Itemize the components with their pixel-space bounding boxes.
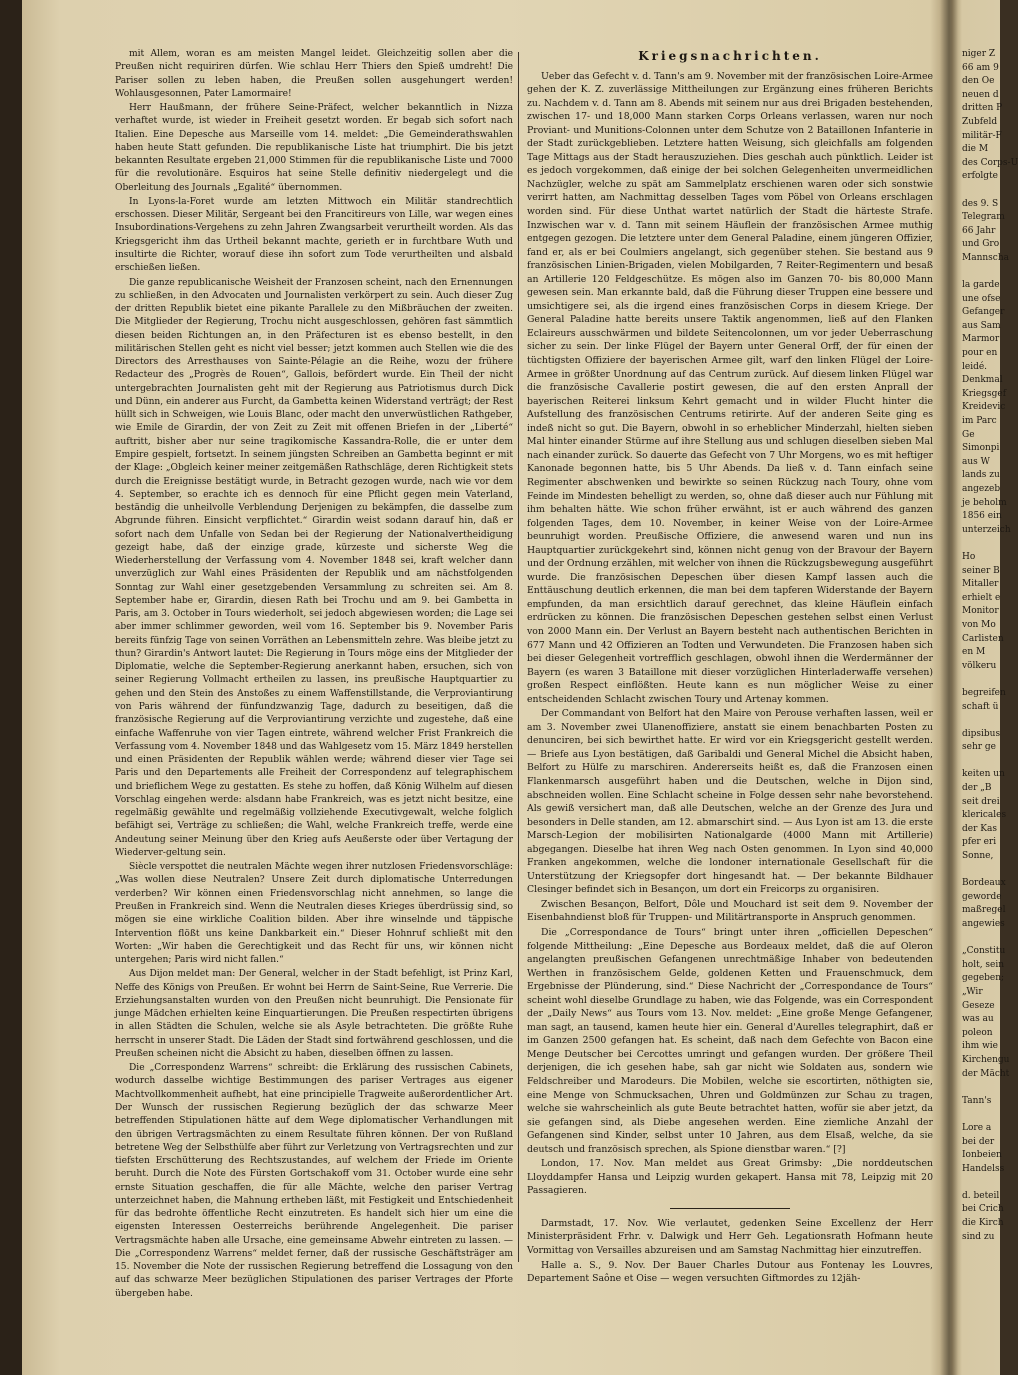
edge-fragment [962,864,1000,878]
edge-fragment: „Constitu [962,946,1006,957]
edge-fragment: Mannscha [962,252,1009,263]
article-paragraph: In Lyons-la-Foret wurde am letzten Mittwoch ein Militär standrechtlich erschossen. Dieser Militär, Sergeant bei den Francitireurs von Lille, war wegen eines Insubordinations-Vergehens zu zehn Jahren Zwangsarbeit verurtheilt worden. Als das Kriegsgericht ihm das Urtheil bekannt machte, gerieth er in furchtbare Wuth und insultirte die Richter, worauf diese ihn sofort zum Tode verurtheilten und alsbald erschießen ließen. [115,196,513,274]
page-gutter [940,0,958,1375]
edge-fragment: Lore a [962,1122,992,1133]
column-divider [518,52,519,1262]
edge-fragment: sind zu [962,1231,995,1242]
article-paragraph: Zwischen Besançon, Belfort, Dôle und Mouchard ist seit dem 9. November der Eisenbahndienst bloß für Truppen- und Militärtransporte in Anspruch genommen. [527,898,933,924]
article-paragraph: mit Allem, woran es am meisten Mangel leidet. Gleichzeitig sollen aber die Preußen nicht requiriren dürfen. Wie schlau Herr Thiers den Spieß umdreht! Die Pariser sollen zu leben haben, die Preußen sollen ausgehungert werden! Wohlausgesonnen, Pater Lamormaire! [115,49,513,99]
article-paragraph: Die „Correspondance de Tours“ bringt unter ihren „officiellen Depeschen“ folgende Mittheilung: „Eine Depesche aus Bordeaux meldet, daß die auf Oleron angelangten preußischen Gefangenen unrechtmäßige Inhaber von bedeutenden Werthen in französischem Gelde, goldenen Ketten und Frauenschmuck, dem Ergebnisse der Plünderung, sind.“ Diese Nachricht der „Correspondance de Tours“ scheint wohl dieselbe Grundlage zu haben, wie das Folgende, was ein Correspondent der „Daily News“ aus Tours vom 13. Nov. meldet: „Eine große Menge Gefangener, man sagt, an tausend, kamen heute hier ein. General d'Aurelles telegraphirt, daß er im Ganzen 2500 gefangen hat. Es scheint, daß nach dem Gefechte von Bacon eine Menge Deutscher bei Cercottes umringt und gefangen wurden. Der größere Theil derjenigen, die ich gesehen habe, sah gar nicht wie Soldaten aus, sondern wie Feldschreiber und Marodeurs. Die Mobilen, welche sie escortirten, nöthigten sie, eine Menge von Schmucksachen, Uhren und Goldmünzen zur Schau zu tragen, welche sie wahrscheinlich als gute Beute betrachtet hatten, wofür sie aber jetzt, da sie gefangen sind, als Diebe angesehen werden. Eine ziemliche Anzahl der Gefangenen sind Kinder, selbst unter 10 Jahren, aus dem Elsaß, welche, da sie deutsch und französisch sprechen, als Spione dienstbar waren.“ [?] [527,927,933,1155]
edge-fragment: en M [962,647,986,658]
edge-fragment: bei Crich [962,1204,1004,1215]
edge-fragment: schaft ü [962,701,999,712]
edge-fragment: begreifen [962,687,1006,698]
edge-fragment: angezeb [962,484,1001,494]
section-heading: Kriegsnachrichten. [638,49,822,63]
article-paragraph: Aus Dijon meldet man: Der General, welcher in der Stadt befehligt, ist Prinz Karl, Neffe des Königs von Preußen. Er wohnt bei Herrn de Saint-Seine, Rue Verrerie. Die Erziehungsanstalten wurden von den Preußen nicht beunruhigt. Die Pensionate für junge Mädchen erhielten keine Einquartierungen. Die Preußen respectirten übrigens in allen Städten die Schulen, welche sie als Asyle betrachteten. Die größte Ruhe herrscht in unserer Stadt. Die Läden der Stadt sind fortwährend geschlossen, und die Preußen scheinen nicht die Absicht zu haben, dieselben öffnen zu lassen. [115,969,513,1059]
edge-fragment: völkeru [962,660,997,671]
edge-fragment: Denkmal [962,375,1003,386]
edge-fragment: aus W [962,456,990,467]
edge-fragment: Telegram [962,212,1005,223]
edge-fragment: 66 Jahr [962,225,996,236]
edge-fragment: dritten P [962,103,1003,114]
edge-fragment: seiner B [962,565,1000,576]
edge-fragment: des 9. S [962,198,999,209]
edge-fragment: Zubfeld [962,116,998,127]
edge-fragment: dipsibus [962,728,1001,739]
article-paragraph: London, 17. Nov. Man meldet aus Great Grimsby: „Die norddeutschen Lloyddampfer Hansa und Leipzig wurden gekapert. Hansa mit 78, Leipzig mit 20 Passagieren. [527,1158,933,1197]
edge-fragment: gegeben; [962,973,1005,984]
edge-fragment: der Mächt [962,1068,1010,1079]
edge-fragment: und Gro [962,239,1000,250]
edge-fragment: lands zu [962,470,1000,481]
edge-fragment: Tann's [962,1095,992,1106]
edge-fragment: geworde [962,891,1002,902]
edge-fragment: Ge [962,429,975,440]
edge-fragment: der Kas [962,823,997,834]
edge-fragment [962,184,1000,198]
edge-fragment: 1856 ein [962,511,1002,522]
edge-fragment: sehr ge [962,742,996,753]
edge-fragment: Bordeaux [962,878,1006,889]
edge-fragment: angewies [962,919,1005,929]
edge-fragment: Carlisten [962,633,1004,644]
edge-fragment: im Parc [962,416,997,427]
article-paragraph: Herr Haußmann, der frühere Seine-Präfect, welcher bekanntlich in Nizza verhaftet wurde, ist wieder in Freiheit gesetzt worden. Er begab sich sofort nach Italien. Eine Depesche aus Marseille vom 14. meldet: „Die Gemeinderathswahlen haben heute Statt gefunden. Die republikanische Liste hat triumphirt. Die bis jetzt bekannten Resultate ergeben 21,000 Stimmen für die republikanische Liste und 7000 für die revolutionäre. Esquiros hat seine Stelle definitiv niedergelegt und die Oberleitung des Journals „Egalité“ übernommen. [115,103,513,193]
edge-fragment: 66 am 9 [962,62,999,73]
article-paragraph: Halle a. S., 9. Nov. Der Bauer Charles Dutour aus Fontenay les Louvres, Departement Saône et Oise — wegen versuchten Giftmordes zu 12jäh- [527,1259,933,1285]
edge-fragment [962,932,1000,946]
edge-fragment: d. beteil [962,1190,1000,1201]
edge-fragment: bei der [962,1136,995,1147]
edge-fragment: poleon [962,1027,993,1038]
right-column-articles [527,70,933,1286]
article-paragraph: Ueber das Gefecht v. d. Tann's am 9. November mit der französischen Loire-Armee gehen der K. Z. zuverlässige Mittheilungen zur Ergänzung eines früheren Berichts zu. Nachdem v. d. Tann am 8. Abends mit seinem nur aus drei Brigaden bestehenden, zwischen 17- und 18,000 Mann starken Corps Orleans verlassen, waren nur noch Proviant- und Munitions-Colonnen unter dem Schutze von 2 Bataillonen Infanterie in der Stadt zurückgeblieben. Letztere hatten Weisung, sich gleichfalls am folgenden Tage Mittags aus der Stadt herauszuziehen. Dies geschah auch pünktlich. Leider ist es jedoch vorgekommen, daß einige der bei solchen Gelegenheiten unvermeidlichen Nachzügler, welche zu spät am Sammelplatz erschienen waren oder sich sonstwie verirrt hatten, am Nachmittag desselben Tages vom Pöbel von Orleans erschlagen worden sind. Für diese Unthat wartet natürlich der Stadt die härteste Strafe. Inzwischen war v. d. Tann mit seinem Häuflein der französischen Armee muthig entgegen gezogen. Die letztere unter dem General Paladine, einem jüngeren Offizier, fand er, als er bei Coulmiers angelangt, sich gegenüber stehen. Sie bestand aus 9 französischen Linien-Brigaden, vielen Mobilgarden, 7 Reiter-Regimentern und besaß an Artillerie 120 Feldgeschütze. Es mögen also im Ganzen 70- bis 80,000 Mann gewesen sein. Man erkannte bald, daß die Führung dieser Truppen eine bessere und umsichtigere sei, als die irgend eines französischen Corps in diesem Kriege. Der General Paladine hatte bereits unsere Taktik angenommen, ließ auf den Flanken Eclaireurs ausschwärmen und bildete Seitencolonnen, um vor jeder Ueberraschung sicher zu sein. Der linke Flügel der Bayern unter General Orff, der für einen der tüchtigsten Offiziere der bayerischen Armee gilt, warf den linken Flügel der Loire-Armee in größter Unordnung auf das Centrum zurück. Auf diesem linken Flügel war die französische Cavallerie postirt gewesen, die auf den ersten Anprall der bayerischen Reiterei linksum Kehrt gemacht und in wilder Flucht hinter die Aufstellung des französischen Centrums retirirte. Auf der anderen Seite ging es indeß nicht so gut. Die Bayern, obwohl in so erheblicher Minderzahl, hielten sieben Mal hinter einander Stürme auf ihre Stellung aus und schlugen dieselben sieben Mal nach einander zurück. So dauerte das Gefecht von 7 Uhr Morgens, wo es mit heftiger Kanonade begonnen hatte, bis 5 Uhr Abends. Da ließ v. d. Tann einfach seine Regimenter abschwenken und bewirkte so seinen Rückzug nach Toury, ohne vom Feinde im Mindesten behelligt zu werden, so, ohne daß dieser auch nur Fühlung mit ihm behalten hätte. Wie schon früher erwähnt, ist er auch während des ganzen folgenden Tages, dem 10. November, in keiner Weise von der Loire-Armee beunruhigt worden. Preußische Offiziere, die anwesend waren und nun ins Hauptquartier zurückgekehrt sind, können nicht genug von der Bravour der Bayern und der Ordnung erzählen, mit welcher von ihnen die Rückzugsbewegung ausgeführt wurde. Die französischen Depeschen über diesen Kampf lassen auch die Enttäuschung deutlich erkennen, die man bei dem tapferen Widerstande der Bayern empfunden, da man ersichtlich darauf gerechnet, das kleine Häuflein einfach erdrücken zu können. Die französischen Depeschen gestehen selbst einen Verlust von 2000 Mann ein. Der Verlust an Bayern besteht nach authentischen Berichten in 677 Mann und 42 Offizieren an Todten und Verwundeten. Die Franzosen haben sich bei dieser Gelegenheit vortrefflich geschlagen, obwohl ihnen die Werdermänner der Bayern (es waren 3 Bataillone mit dieser vorzüglichen Hinterladerwaffe versehen) großen Respect einflößten. Heute kann es nun möglicher Weise zu einer entscheidenden Schlacht zwischen Toury und Artenay kommen. [527,70,933,705]
edge-fragment: Mitaller [962,579,999,590]
edge-fragment: die M [962,144,989,155]
edge-fragment: maßregel [962,905,1006,916]
edge-fragment: des Corps-U [962,157,1018,168]
edge-fragment: holt, sein [962,959,1005,970]
edge-fragment: militär-F [962,130,1002,141]
edge-fragment: die Kirch [962,1218,1004,1229]
edge-fragment: „Wir [962,986,983,997]
edge-fragment: Ho [962,551,976,562]
edge-fragment: Geseze [962,1000,995,1011]
edge-fragment: Gefanger [962,307,1005,318]
edge-fragment: Marmor [962,334,1000,345]
edge-fragment: Sonne, [962,851,994,862]
edge-fragment: ihm wie [962,1041,998,1052]
edge-fragment [962,714,1000,728]
edge-fragment: keiten un [962,769,1005,780]
edge-fragment [962,1108,1000,1122]
edge-fragment: aus Sam [962,320,1001,331]
article-paragraph: Darmstadt, 17. Nov. Wie verlautet, gedenken Seine Excellenz der Herr Ministerpräsident Frhr. v. Dalwigk und Herr Geh. Legationsrath Hofmann heute Vormittag von Versailles abzureisen und am Samstag Nachmittag hier einzutreffen. [527,1217,933,1257]
edge-fragment [962,1176,1000,1190]
edge-fragment: neuen d [962,89,999,100]
article-paragraph: Die „Correspondenz Warrens“ schreibt: die Erklärung des russischen Cabinets, wodurch dasselbe wichtige Bestimmungen des pariser Vertrages aus eigener Machtvollkommenheit aufhebt, hat eine principielle Tragweite außerordentlicher Art. Der Wunsch der russischen Regierung bezüglich der das schwarze Meer betreffenden Stipulationen hätte auf dem Wege diplomatischer Verhandlungen mit den übrigen Vertragsmächten zu einem Resultate führen können. Der von Rußland betretene Weg der Selbsthülfe aber führt zur Verletzung von Vertragsrechten und zur tiefsten Erschütterung des Rechtszustandes, auf welchem der Friede im Oriente beruht. Durch die Note des Fürsten Gortschakoff vom 31. October wurde eine sehr ernste Situation geschaffen, die für alle Mächte, welche den pariser Vertrag unterzeichnet haben, die Mahnung ertheben läßt, mit Festigkeit und Entschiedenheit für das bedrohte öffentliche Recht einzutreten. Es handelt sich hier um eine die eigensten Interessen Oesterreichs berührende Angelegenheit. Die pariser Vertragsmächte haben alle Ursache, eine gemeinsame Abwehr eintreten zu lassen. — Die „Correspondenz Warrens“ meldet ferner, daß der russische Geschäftsträger am 15. November die Note der russischen Regierung betreffend die Lossagung von den auf das schwarze Meer bezüglichen Stipulationen des pariser Vertrages der Pforte übergeben habe. [115,1063,513,1299]
edge-fragment: Ionbeien [962,1150,1002,1161]
article-paragraph: Siècle verspottet die neutralen Mächte wegen ihrer nutzlosen Friedensvorschläge: „Was wollen diese Neutralen? Unsere Zeit durch diplomatische Unterredungen verderben? Wir können einen Friedensvorschlag nicht annehmen, so lange die Preußen in Frankreich sind. Wenn die Neutralen dieses Krieges überdrüssig sind, so mögen sie eine wirkliche Coalition bilden. Aber ihre winselnde und täppische Intervention flößt uns keine Dankbarkeit ein.“ Dieser Hohnruf schließt mit den Worten: „Wir haben die Gerechtigkeit und das Recht für uns, wir können nicht untergehen; Paris wird nicht fallen.“ [115,862,513,966]
edge-fragment: seit drei [962,796,1000,807]
edge-fragment: la garde [962,280,1000,291]
edge-fragment: Kirchengu [962,1054,1010,1065]
edge-fragment: was au [962,1014,994,1025]
edge-fragment: Handelss [962,1163,1005,1174]
edge-fragment [962,1081,1000,1095]
edge-fragment: Monitor [962,606,999,617]
edge-fragment: der „B [962,783,992,794]
edge-fragment: leidé. [962,361,988,372]
article-paragraph: Der Commandant von Belfort hat den Maire von Perouse verhaften lassen, weil er am 3. November zwei Ulanenoffiziere, anstatt sie einem benachbarten Posten zu denunciren, bei sich bewirthet hatte. Er wird vor ein Kriegsgericht gestellt werden. — Briefe aus Lyon bestätigen, daß Garibaldi und General Michel die Absicht haben, Belfort zu Hülfe zu marschiren. Andererseits heißt es, daß die Franzosen einen Flankenmarsch ausgeführt haben und die Deutschen, welche in Dijon sind, abschneiden wollen. Eine Schlacht scheine in Folge dessen sehr nahe bevorstehend. Als gewiß versichert man, daß alle Deutschen, welche an der Grenze des Jura und besonders in Delle standen, am 12. abmarschirt sind. — Aus Lyon ist am 13. die erste Marsch-Legion der mobilisirten Nationalgarde (4000 Mann mit Artillerie) abgegangen. Dieselbe hat ihren Weg nach Osten genommen. In Lyon sind 40,000 Franken angekommen, welche die londoner internationale Gesellschaft für die Unterstützung der Kriegsopfer dort hingesandt hat. — Der bekannte Bildhauer Clesinger befindet sich in Besançon, um dort ein Freicorps zu organisiren. [527,708,933,896]
edge-fragment: Kriegsgef [962,388,1007,399]
edge-fragment: klericales [962,810,1007,821]
edge-fragment: je beholm [962,497,1007,508]
edge-fragment [962,673,1000,687]
left-column [115,48,513,1302]
article-paragraph: Die ganze republicanische Weisheit der Franzosen scheint, nach den Ernennungen zu schließen, in den Advocaten und Journalisten verkörpert zu sein. Auch dieser Zug der dritten Republik bietet eine pikante Parallele zu den Mißbräuchen der zweiten. Die Mitglieder der Regierung, Trochu nicht ausgeschlossen, gehören fast sämmtlich diesen beiden Richtungen an, in den Präfecturen ist es ebenso bestellt, in den militärischen Stellen geht es nicht viel besser; jetzt kommen auch Stellen wie die des Directors des Arresthauses von Sainte-Pélagie an die Reihe, wozu der frühere Redacteur des „Progrès de Rouen“, Gallois, befördert wurde. Ein Theil der nicht untergebrachten Journalisten geht mit der Regierung aus Patriotismus durch Dick und Dünn, ein anderer aus Furcht, da Gambetta keinen Widerstand verträgt; der Rest hüllt sich in Schweigen, wie Louis Blanc, oder macht den unverwüstlichen Rathgeber, wie Emile de Girardin, der von Zeit zu Zeit mit offenen Briefen in der „Liberté“ auftritt, bisher aber nur seine tragikomische Kassandra-Rolle, die er unter dem Empire gespielt, fortsetzt. In seinem jüngsten Schreiben an Gambetta beginnt er mit der Klage: „Obgleich keiner meiner zeitgemäßen Rathschläge, deren Richtigkeit stets durch die Ereignisse bestätigt wurde, in Betracht gezogen wurde, nach wie vor dem 4. September, so erachte ich es dennoch für eine Pflicht gegen mein Vaterland, beständig die unheilvolle Verblendung Derjenigen zu bekämpfen, die dasselbe zum Abgrunde führen. Einsicht verpflichtet.“ Girardin weist sodann darauf hin, daß er sofort nach dem Unfalle von Sedan bei der Regierung der Nationalvertheidigung gezeigt habe, daß der einzige grade, kürzeste und sicherste Weg die Wiederherstellung der Verfassung vom 4. November 1848 sei, kraft welcher dann unverzüglich zur Wahl eines Präsidenten der Republik und am nächstfolgenden Sonntag zur Wahl einer gesetzgebenden Versammlung zu schreiten sei. Am 8. September habe er, Girardin, diesen Rath bei Trochu und am 9. bei Gambetta in Paris, am 3. October in Tours wiederholt, sei jedoch abgewiesen worden; die Lage sei aber immer schlimmer geworden, weil vom 16. September bis 9. November Paris bereits fünfzig Tage von seinen Vorräthen an Lebensmitteln zehre. Was bleibe jetzt zu thun? Girardin's Antwort lautet: Die Regierung in Tours möge eins der Mitglieder der Diplomatie, welche die September-Regierung anerkannt haben, ersuchen, sich von seiner Regierung Vollmacht ertheilen zu lassen, ins preußische Hauptquartier zu gehen und den Stein des Anstoßes zu einem Waffenstillstande, die Verproviantirung von Paris während der fünfundzwanzig Tage, dadurch zu beseitigen, daß die französische Regierung auf die Verproviantirung verzichte und zugestehe, daß eine einfache Waffenruhe von vier Tagen eintrete, während welcher Frist Frankreich die Verfassung vom 4. November 1848 und das Wahlgesetz vom 15. März 1849 herstellen und einen Präsidenten der Republik wählen werde; während dieser vier Tage sei Paris und den Departements alle Freiheit der Correspondenz auf telegraphischem und brieflichem Wege zu gestatten. Es stehe zu hoffen, daß König Wilhelm auf diesen Vorschlag eingehen werde: alsdann habe Frankreich, was es jetzt nicht besitze, eine regelmäßig gewählte und regelmäßig vollziehende Executivgewalt, welche folglich befähigt sei, Verträge zu schließen; die Wahl, welche Frankreich treffe, werde eine Andeutung seiner Meinung über den Krieg aufs Aeußerste oder über Vertagung der Wiederver-geltung sein. [115,277,514,858]
edge-fragment: von Mo [962,619,996,630]
edge-fragment: niger Z [962,49,996,59]
next-page-edge [962,48,1018,1308]
edge-fragment: den Oe [962,76,995,87]
edge-fragment: pour en [962,348,998,359]
edge-fragment: une ofse [962,293,1001,304]
edge-fragment: erfolgte [962,171,998,182]
binding-edge-left [0,0,22,1375]
edge-fragment: pfer eri [962,837,997,848]
section-rule [670,1208,790,1209]
edge-fragment [962,266,1000,280]
edge-fragment [962,755,1000,769]
edge-fragment: unterzeich [962,524,1011,535]
edge-fragment: Kreidevic [962,402,1006,413]
edge-fragment: Simonpi [962,443,1000,454]
right-column [527,48,933,1287]
edge-fragment [962,537,1000,551]
edge-fragment: erhielt e [962,592,1001,603]
